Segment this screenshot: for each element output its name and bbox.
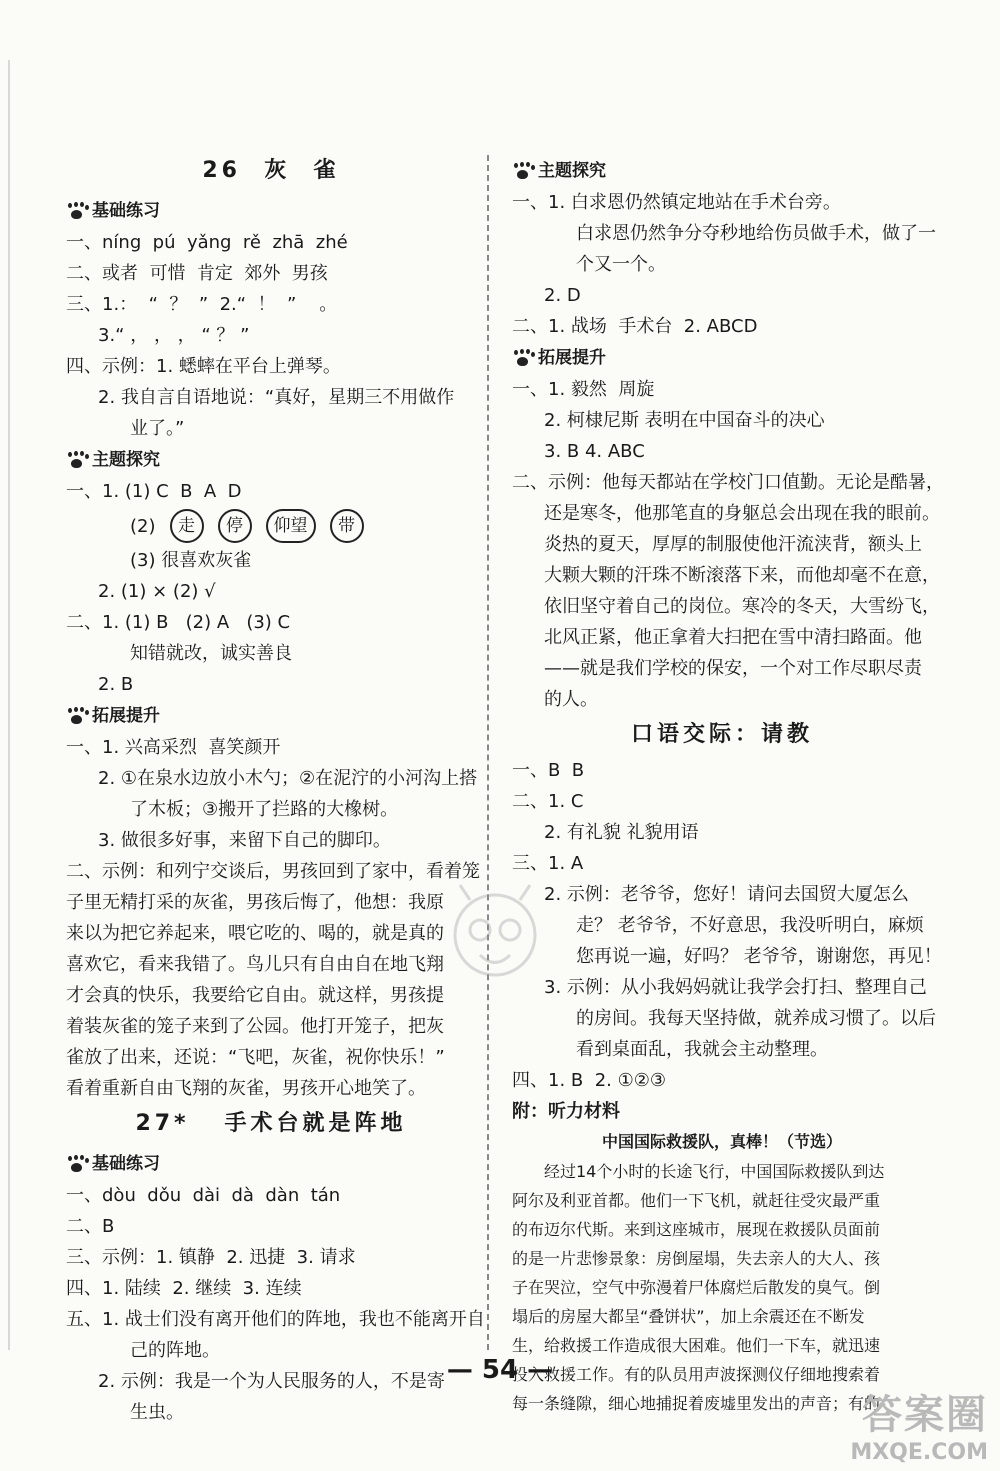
- passage-line: 生，给救援工作造成很大困难。他们一下车，就迅速: [512, 1336, 881, 1355]
- answer-line: 二、 或者 可惜 肯定 郊外 男孩: [66, 263, 328, 284]
- passage-line: 的布迈尔代斯。来到这座城市，展现在救援队员面前: [512, 1220, 881, 1239]
- answer-line: 3. 示例：从小我妈妈就让我学会打扫、整理自己: [544, 977, 927, 998]
- answer-line: 一、 B B: [512, 760, 585, 781]
- passage-line: 经过14个小时的长途飞行，中国国际救援队到达: [544, 1162, 885, 1181]
- answer-line: 还是寒冬，他那笔直的身躯总会出现在我的眼前。: [544, 503, 940, 524]
- answer-line: 白求恩仍然争分夺秒地给伤员做手术，做了一: [576, 223, 936, 244]
- section-basic-practice: 基础练习: [66, 1148, 476, 1180]
- answer-line: 三、 示例：1. 镇静 2. 迅捷 3. 请求: [66, 1247, 356, 1268]
- passage-line: 塌后的房屋大都呈“叠饼状”，加上余震还在不断发: [512, 1307, 865, 1326]
- lesson-27-title: 27* 手术台就是阵地: [135, 1111, 407, 1136]
- answer-line: 三、 1. A: [512, 853, 584, 874]
- paw-icon: [66, 452, 88, 468]
- answer-line: 五、 1. 战士们没有离开他们的阵地，我也不能离开自: [66, 1309, 485, 1330]
- answer-line: 四、 1. 陆续 2. 继续 3. 连续: [66, 1278, 302, 1299]
- appendix-line: 附： 听力材料: [512, 1101, 620, 1122]
- answer-line: ——就是我们学校的保安，一个对工作尽职尽责: [544, 658, 922, 679]
- section-theme-exploration: 主题探究: [66, 444, 476, 476]
- answer-line: 二、 示例：他每天都站在学校门口值勤。无论是酷暑，: [512, 472, 944, 493]
- circled-word: 仰望: [266, 509, 316, 543]
- answer-line: 2. 有礼貌 礼貌用语: [544, 822, 699, 843]
- circled-word: 带: [330, 509, 364, 543]
- answer-line: 雀放了出来，还说：“飞吧，灰雀，祝你快乐！”: [66, 1047, 445, 1068]
- passage-line: 的是一片悲惨景象：房倒屋塌，失去亲人的大人、孩: [512, 1249, 881, 1268]
- answer-line: 四、 示例：1. 蟋蟀在平台上弹琴。: [66, 356, 341, 377]
- answer-line: 2. 我自言自语地说：“真好，星期三不用做作: [98, 387, 455, 408]
- answer-line: 2. 示例：我是一个为人民服务的人，不是寄: [98, 1371, 445, 1392]
- answer-line: 的人。: [544, 689, 598, 710]
- passage-line: 阿尔及利亚首都。他们一下飞机，就赶往受灾最严重: [512, 1191, 881, 1210]
- column-divider: [487, 155, 489, 1350]
- answer-line: 子里无精打采的灰雀，男孩后悔了，他想：我原: [66, 892, 444, 913]
- section-theme-exploration: 主题探究: [512, 155, 932, 187]
- site-watermark: 答案圈 MXQE.COM: [850, 1392, 988, 1465]
- answer-line: 四、 1. B 2. ①②③: [512, 1070, 666, 1091]
- answer-line: 看着重新自由飞翔的灰雀，男孩开心地笑了。: [66, 1078, 426, 1099]
- answer-line: 3. B 4. ABC: [544, 441, 645, 462]
- section-extension: 拓展提升: [66, 700, 476, 732]
- answer-line: 喜欢它，看来我错了。鸟儿只有自由自在地飞翔: [66, 954, 444, 975]
- paw-icon: [512, 350, 534, 366]
- answer-line: 3.“ ， ， ， “ ？ ”: [98, 325, 250, 346]
- answer-line: 一、 1. (1) C B A D: [66, 481, 242, 502]
- answer-line: 2. 柯棣尼斯 表明在中国奋斗的决心: [544, 410, 825, 431]
- answer-line: (3) 很喜欢灰雀: [130, 550, 252, 571]
- paw-icon: [512, 163, 534, 179]
- listening-passage-title: 中国国际救援队，真棒！（节选）: [601, 1132, 842, 1151]
- answer-line: 二、 1. 战场 手术台 2. ABCD: [512, 316, 758, 337]
- answer-line: 才会真的快乐，我要给它自由。就这样，男孩提: [66, 985, 444, 1006]
- answer-line: 己的阵地。: [130, 1340, 220, 1361]
- answer-line: 一、 níng pú yǎng rě zhā zhé: [66, 232, 348, 253]
- answer-line: 一、 dòu dǒu dài dà dàn tán: [66, 1185, 341, 1206]
- answer-line: 走？ 老爷爷，不好意思，我没听明白，麻烦: [576, 915, 924, 936]
- answer-line: 您再说一遍，好吗？ 老爷爷，谢谢您，再见！: [576, 946, 942, 967]
- oral-communication-title: 口语交际：请教: [630, 722, 813, 747]
- answer-line: 2. D: [544, 285, 581, 306]
- answer-line: 个又一个。: [576, 254, 666, 275]
- passage-line: 投入救援工作。有的队员用声波探测仪仔细地搜索着: [512, 1365, 881, 1384]
- answer-line: 一、 1. 毅然 周旋: [512, 379, 655, 400]
- passage-line: 每一条缝隙，细心地捕捉着废墟里发出的声音；有的: [512, 1394, 881, 1413]
- binding-margin-line: [8, 60, 10, 1350]
- answer-line: 炎热的夏天，厚厚的制服使他汗流浃背，额头上: [544, 534, 922, 555]
- answer-line: 依旧坚守着自己的岗位。寒冷的冬天，大雪纷飞，: [544, 596, 940, 617]
- page-number: — 54 —: [446, 1355, 554, 1385]
- answer-line: 大颗大颗的汗珠不断滚落下来，而他却毫不在意，: [544, 565, 940, 586]
- circled-word: 停: [218, 509, 252, 543]
- answer-line: 一、 1. 兴高采烈 喜笑颜开: [66, 737, 281, 758]
- lesson-26-title: 26 灰 雀: [202, 158, 340, 183]
- section-basic-practice: 基础练习: [66, 195, 476, 227]
- answer-line: 业了。”: [130, 418, 185, 439]
- answer-line: 看到桌面乱，我就会主动整理。: [576, 1039, 828, 1060]
- answer-line: 了木板；③搬开了拦路的大橡树。: [130, 799, 399, 820]
- answer-line: 来以为把它养起来，喂它吃的、喝的，就是真的: [66, 923, 444, 944]
- right-column: [512, 155, 944, 1418]
- left-column: [66, 155, 485, 1428]
- answer-line: 着装灰雀的笼子来到了公园。他打开笼子，把灰: [66, 1016, 444, 1037]
- section-extension: 拓展提升: [512, 342, 932, 374]
- answer-line: 二、 示例：和列宁交谈后，男孩回到了家中，看着笼: [66, 861, 480, 882]
- passage-line: 子在哭泣，空气中弥漫着尸体腐烂后散发的臭气。倒: [512, 1278, 881, 1297]
- answer-line: 二、 B: [66, 1216, 115, 1237]
- answer-line: 的房间。我每天坚持做，就养成习惯了。以后: [576, 1008, 936, 1029]
- paw-icon: [66, 708, 88, 724]
- answer-line: 2. B: [98, 674, 134, 695]
- answer-line: 二、 1. C: [512, 791, 584, 812]
- answer-line: 一、 1. 白求恩仍然镇定地站在手术台旁。: [512, 192, 841, 213]
- answer-line: 三、 1.： “ ？ ” 2.“ ！ ” 。: [66, 294, 338, 315]
- answer-line: 北风正紧，他正拿着大扫把在雪中清扫路面。他: [544, 627, 922, 648]
- circled-words-row: (2) 走 停 仰望 带: [66, 507, 476, 545]
- answer-line: 生虫。: [130, 1402, 184, 1423]
- paw-icon: [66, 1156, 88, 1172]
- paw-icon: [66, 203, 88, 219]
- answer-line: 3. 做很多好事，来留下自己的脚印。: [98, 830, 391, 851]
- circled-word: 走: [170, 509, 204, 543]
- answer-line: 知错就改，诚实善良: [130, 643, 292, 664]
- mascot-watermark-icon: [440, 880, 550, 1010]
- answer-line: 2. ①在泉水边放小木勺；②在泥泞的小河沟上搭: [98, 768, 478, 789]
- answer-line: 2. (1) × (2) √: [98, 581, 216, 602]
- answer-line: 二、 1. (1) B (2) A (3) C: [66, 612, 291, 633]
- answer-line: 2. 示例：老爷爷，您好！请问去国贸大厦怎么: [544, 884, 909, 905]
